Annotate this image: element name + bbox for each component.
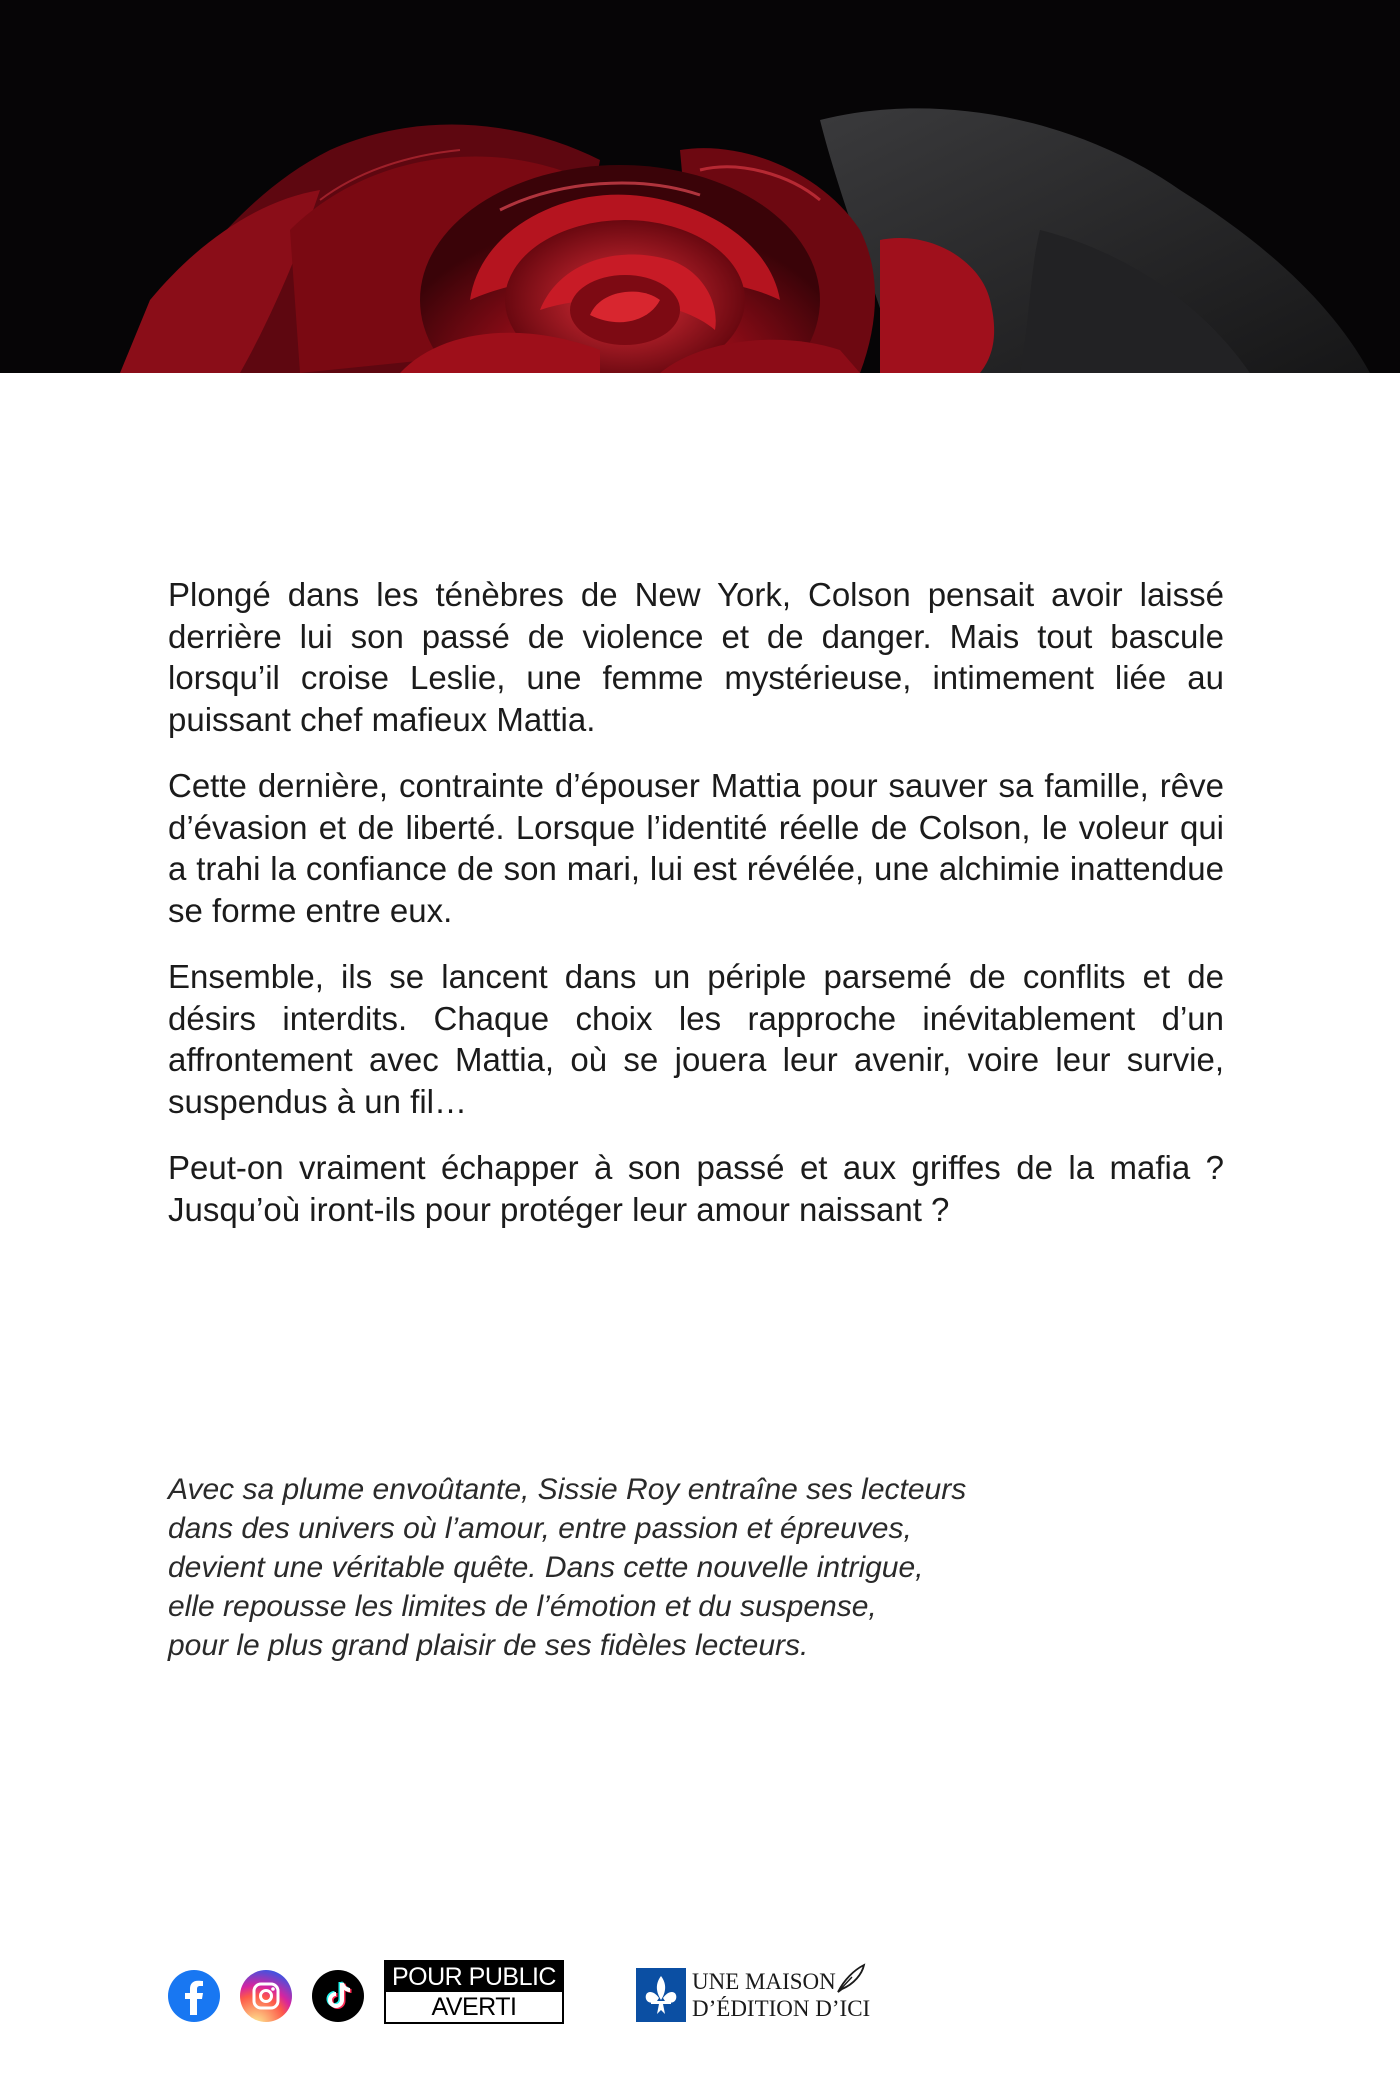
rating-label-bottom: AVERTI bbox=[431, 1993, 517, 2021]
tiktok-icon[interactable] bbox=[312, 1970, 364, 2022]
author-bio-line: pour le plus grand plaisir de ses fidèles lecteurs. bbox=[168, 1629, 809, 1662]
instagram-icon[interactable] bbox=[240, 1970, 292, 2022]
footer bbox=[168, 1960, 888, 2024]
author-bio-line: elle repousse les limites de l’émotion et du suspense, bbox=[168, 1590, 877, 1623]
publisher-logo bbox=[636, 1968, 876, 2022]
author-bio-line: dans des univers où l’amour, entre passion et épreuves, bbox=[168, 1512, 912, 1545]
rating-label-top: POUR PUBLIC bbox=[386, 1962, 562, 1992]
blurb-paragraph: Peut-on vraiment échapper à son passé et aux griffes de la mafia ? Jusqu’où iront-ils pour protéger leur amour naissant ? bbox=[168, 1149, 1224, 1228]
hero-rose-image bbox=[0, 0, 1400, 373]
publisher-line-2: D’ÉDITION D’ICI bbox=[692, 1996, 871, 2021]
audience-rating-badge bbox=[384, 1960, 564, 2024]
back-cover-blurb bbox=[168, 574, 1224, 1255]
quebec-fleur-de-lis-icon bbox=[636, 1968, 686, 2022]
author-bio-line: Avec sa plume envoûtante, Sissie Roy entraîne ses lecteurs bbox=[168, 1473, 967, 1506]
red-rose-image bbox=[0, 0, 1400, 373]
quill-pen-icon bbox=[832, 1962, 868, 1996]
facebook-icon[interactable] bbox=[168, 1970, 220, 2022]
blurb-paragraph: Cette dernière, contrainte d’épouser Mattia pour sauver sa famille, rêve d’évasion et de liberté. Lorsque l’identité réelle de Colson, le voleur qui a trahi la confiance de son mari, lui est révélée, une alchimie inattendue se forme entre eux. bbox=[168, 767, 1224, 929]
blurb-paragraph: Plongé dans les ténèbres de New York, Colson pensait avoir laissé derrière lui son passé de violence et de danger. Mais tout bascule lorsqu’il croise Leslie, une femme mystérieuse, intimement liée au puissant chef mafieux Mattia. bbox=[168, 576, 1224, 738]
author-bio bbox=[168, 1470, 1128, 1665]
author-bio-line: devient une véritable quête. Dans cette nouvelle intrigue, bbox=[168, 1551, 924, 1584]
publisher-line-1: UNE MAISON bbox=[692, 1969, 836, 1994]
blurb-paragraph: Ensemble, ils se lancent dans un périple parsemé de conflits et de désirs interdits. Chaque choix les rapproche inévitablement d’un affrontement avec Mattia, où se jouera leur avenir, voire leur survie, suspendus à un fil… bbox=[168, 958, 1224, 1120]
